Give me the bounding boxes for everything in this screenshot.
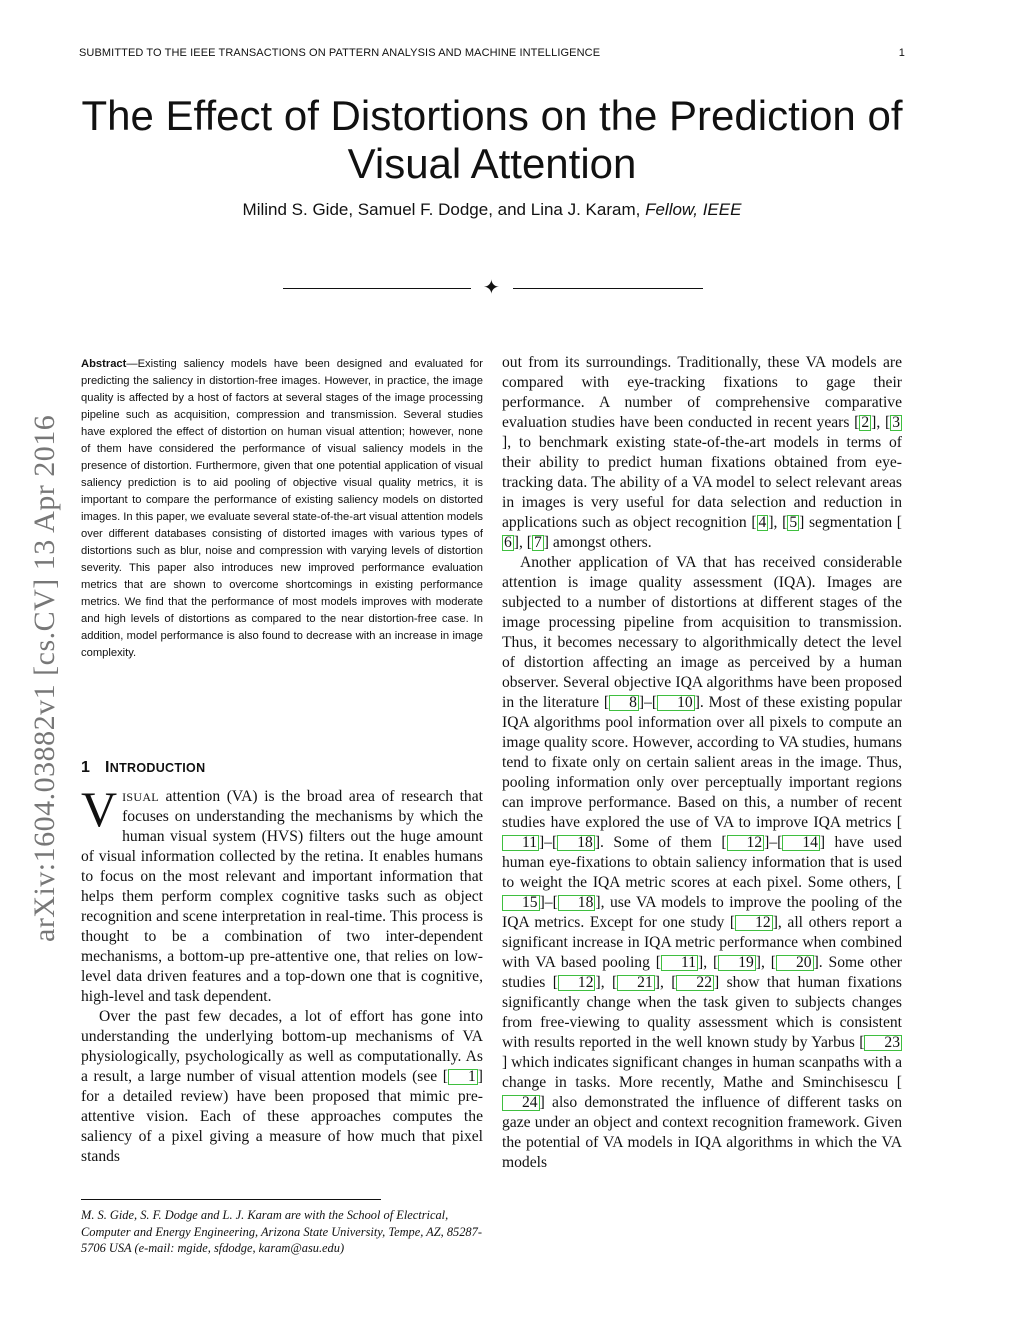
divider-star-icon: ✦ (483, 275, 500, 299)
citation-link[interactable]: 15 (502, 895, 540, 911)
abstract (81, 356, 483, 662)
author-list (60, 200, 924, 220)
citation-link[interactable]: 23 (864, 1035, 902, 1051)
rc-text: , (760, 954, 771, 971)
rc-text: – (644, 694, 652, 711)
citation-link[interactable]: 7 (534, 534, 542, 551)
rc-text: . Some of them (600, 834, 722, 851)
rc-text: , all others report a significant increase in IQA metric performance when combined with VA based pooling (502, 914, 902, 971)
citation-link[interactable]: 5 (789, 514, 798, 531)
rc-text: . Some other studies (502, 954, 902, 991)
rc-text: have used human eye-fixations to obtain saliency information that is used to weight the IQA metric scores at each pixel. Some others, (502, 834, 902, 891)
drop-cap: V (81, 781, 118, 837)
page-number: 1 (898, 47, 905, 59)
rc-text: show that human fixations significantly change when the task given to subjects changes from free-viewing to quality assessment which is consistent with results reported in the well known study by Yarbus (502, 974, 902, 1051)
rc-text: , (519, 534, 527, 551)
title-line-2: Visual Attention (347, 140, 637, 187)
author-footnote: M. S. Gide, S. F. Dodge and L. J. Karam are with the School of Electrical, Computer and Energy Engineering, Arizona State University, Tempe, AZ, 85287-5706 USA (e-mail: mgide, sfdodge, karam@asu.edu) (81, 1208, 482, 1255)
citation-link[interactable]: 20 (776, 955, 814, 971)
author-fellow: Fellow, IEEE (645, 200, 742, 219)
section-title-rest: NTRODUCTION (109, 761, 206, 775)
citation-link[interactable]: 14 (782, 835, 820, 851)
intro-paragraph-2: Over the past few decades, a lot of effort has gone into understanding the underlying bottom-up mechanisms of VA physiologically, psychologically as well as computationally. As a result, a large number of visual attention models (see [ 1 ] for a detailed review) have been proposed that mimic pre-attentive vision. Each of these approaches computes the saliency of a pixel giving a measure of how much that pixel stands (81, 1008, 483, 1165)
rc-text: , (773, 514, 783, 531)
citation-link[interactable]: 11 (502, 835, 539, 851)
citation-link[interactable]: 1 (448, 1069, 478, 1085)
citation-link[interactable]: 21 (617, 975, 655, 991)
rc-text: , to benchmark existing state-of-the-art models in terms of their ability to predict human fixations obtained from eye-tracking data. The ability of a VA model to select relevant areas in images is very useful for data selection and reduction in applications such as object recognition (502, 434, 902, 531)
divider-line-left (283, 288, 471, 289)
citation-link[interactable]: 12 (727, 835, 765, 851)
citation-link[interactable]: 6 (504, 534, 512, 551)
citation-link[interactable]: 18 (557, 835, 595, 851)
divider-line-right (513, 288, 703, 289)
intro-smallcaps: ISUAL (122, 790, 159, 804)
right-column-body (502, 353, 902, 1173)
abstract-label: Abstract (81, 358, 127, 370)
citation-link[interactable]: 12 (558, 975, 596, 991)
rc-text: , (703, 954, 713, 971)
citation-link[interactable]: 2 (861, 414, 870, 431)
section-title-initial: I (105, 759, 110, 776)
rc-text: – (769, 834, 778, 851)
rc-text: also demonstrated the influence of different tasks on gaze under an object and context recognition framework. Given the potential of VA models in IQA algorithms in which the VA models (502, 1094, 902, 1171)
citation-link[interactable]: 24 (502, 1095, 540, 1111)
title-line-1: The Effect of Distortions on the Prediction of (81, 92, 903, 139)
section-heading (81, 759, 483, 777)
rc-text: . Most of these existing popular IQA algorithms pool information over all pixels to compute an image quality score. However, according to VA studies, humans tend to fixate only on certain salient areas in the image. Thus, pooling information only over perceptually important regions can improve performance. Based on this, a number of recent studies have explored the use of VA to improve IQA metrics (502, 694, 902, 831)
rc-text: – (544, 834, 553, 851)
intro-p2-text-a: Over the past few decades, a lot of effort has gone into understanding the underlying bottom-up mechanisms of VA physiologically, psychologically as well as computationally. As a result, a large number of visual attention models (see (81, 1008, 483, 1085)
journal-name: SUBMITTED TO THE IEEE TRANSACTIONS ON PATTERN ANALYSIS AND MACHINE INTELLIGENCE (79, 47, 601, 59)
citation-link[interactable]: 4 (758, 514, 767, 531)
rc-text: , (876, 414, 886, 431)
citation-link[interactable]: 8 (609, 695, 639, 711)
rc-text: , (600, 974, 612, 991)
citation-link[interactable]: 11 (661, 955, 698, 971)
intro-paragraph-1 (81, 781, 483, 1007)
rc-text: which indicates significant changes in human scanpaths with a change in tasks. More recently, Mathe and Sminchisescu (502, 1054, 902, 1091)
author-names: Milind S. Gide, Samuel F. Dodge, and Lina J. Karam, (242, 200, 641, 219)
citation-link[interactable]: 18 (558, 895, 596, 911)
intro-p1-text: attention (VA) is the broad area of research that focuses on understanding the mechanisms by which the human visual system (HVS) filters out the huge amount of visual information collected by the retina. It enables humans to focus on the most relevant and important information that helps them perform complex cognitive tasks such as object recognition and scene interpretation in real-time. This process is thought to be a combination of two inter-dependent mechanisms, a bottom-up pre-attentive one, that relies on low-level data driven features and a top-down one that is cognitive, high-level and task dependent. (81, 788, 483, 1005)
rc-text: amongst others. (549, 534, 652, 551)
rc-text: Another application of VA that has received considerable attention is image quality assessment (IQA). Images are subjected to a number of distortions at different stages of the image processing pipeline from acquisition to transmission. Thus, it becomes necessary to algorithmically detect the level of distortion affecting an image as perceived by a human observer. Several objective IQA algorithms have been proposed in the literature (502, 554, 902, 711)
abstract-text: —Existing saliency models have been designed and evaluated for predicting the saliency in distortion-free images. However, in practice, the image quality is affected by a host of factors at several stages of the image processing pipeline such as acquisition, compression and transmission. Several studies have explored the effect of distortion on human visual attention; however, none of them have considered the performance of visual saliency models in the presence of distortion. Furthermore, given that one potential application of visual saliency prediction is to aid pooling of objective visual quality metrics, it is important to compare the performance of existing saliency models on distorted images. In this paper, we evaluate several state-of-the-art visual attention models over different databases consisting of distorted images with various types of distortions such as blur, noise and compression with varying levels of distortion severity. This paper also introduces new improved performance evaluation metrics that are shown to overcome shortcomings in existing performance metrics. We find that the performance of most models improves with moderate and high levels of distortions as compared to the near distortion-free case. In addition, model performance is also found to decrease with an increase in image complexity. (81, 358, 483, 659)
citation-link[interactable]: 19 (718, 955, 756, 971)
paper-title (60, 92, 924, 188)
citation-link[interactable]: 22 (676, 975, 714, 991)
rc-text: , use VA models to improve the pooling of the IQA metrics. Except for one study (502, 894, 902, 931)
intro-p2-text-b: for a detailed review) have been proposed that mimic pre-attentive vision. Each of these approaches computes the saliency of a pixel giving a measure of how much that pixel stands (81, 1088, 483, 1165)
left-column-body (81, 781, 483, 1167)
right-paragraph-2: Another application of VA that has received considerable attention is image quality assessment (IQA). Images are subjected to a number of distortions at different stages of the image processing pipeline from acquisition to transmission. Thus, it becomes necessary to algorithmically detect the level of distortion affecting an image as perceived by a human observer. Several objective IQA algorithms have been proposed in the literature [ 8 ]–[ 10 ]. Most of these existing popular IQA algorithms pool information over all pixels to compute an image quality score. However, according to VA studies, humans tend to fixate only on certain salient areas in the image. Thus, pooling information only over perceptually important regions can improve performance. Based on this, a number of recent studies have explored the use of VA to improve IQA metrics [11 ]–[ 18 ]. Some of them [ 12 ]–[ 14 ] have used human eye-fixations to obtain saliency information that is used to weight the IQA metric scores at each pixel. Some others, [15 ]–[ 18 ], use VA models to improve the pooling of the IQA metrics. Except for one study [ 12 ], all others report a significant increase in IQA metric performance when combined with VA based pooling [ 11 ], [ 19 ], [ 20 ]. Some other studies [ 12 ], [ 21 ], [ 22 ] show that human fixations significantly change when the task given to subjects changes from free-viewing to quality assessment which is consistent with results reported in the well known study by Yarbus [ 23] which indicates significant changes in human scanpaths with a change in tasks. More recently, Mathe and Sminchisescu [24 ] also demonstrated the influence of different tasks on gaze under an object and context recognition framework. Given the potential of VA models in IQA algorithms in which the VA models (502, 554, 902, 1171)
citation-link[interactable]: 10 (657, 695, 695, 711)
rc-text: segmentation (804, 514, 897, 531)
citation-link[interactable]: 12 (735, 915, 773, 931)
section-number: 1 (81, 759, 91, 776)
arxiv-stamp: arXiv:1604.03882v1 [cs.CV] 13 Apr 2016 (28, 414, 61, 942)
running-head (79, 47, 905, 59)
right-paragraph-1: out from its surroundings. Traditionally, these VA models are compared with eye-tracking fixations to gage their performance. A number of comprehensive comparative evaluation studies have been conducted in recent years [ 2 ], [ 3], to benchmark existing state-of-the-art models in terms of their ability to predict human fixations obtained from eye-tracking data. The ability of a VA model to select relevant areas in images is very useful for data selection and reduction in applications such as object recognition [ 4 ], [ 5 ] segmentation [6 ], [ 7 ] amongst others. (502, 354, 902, 551)
rc-text: , (659, 974, 672, 991)
title-divider (283, 275, 703, 300)
citation-link[interactable]: 3 (892, 414, 901, 431)
rc-text: – (544, 894, 553, 911)
rc-text: out from its surroundings. Traditionally, these VA models are compared with eye-tracking fixations to gage their performance. A number of comprehensive comparative evaluation studies have been conducted in recent years (502, 354, 902, 431)
footnote-rule (81, 1199, 381, 1200)
